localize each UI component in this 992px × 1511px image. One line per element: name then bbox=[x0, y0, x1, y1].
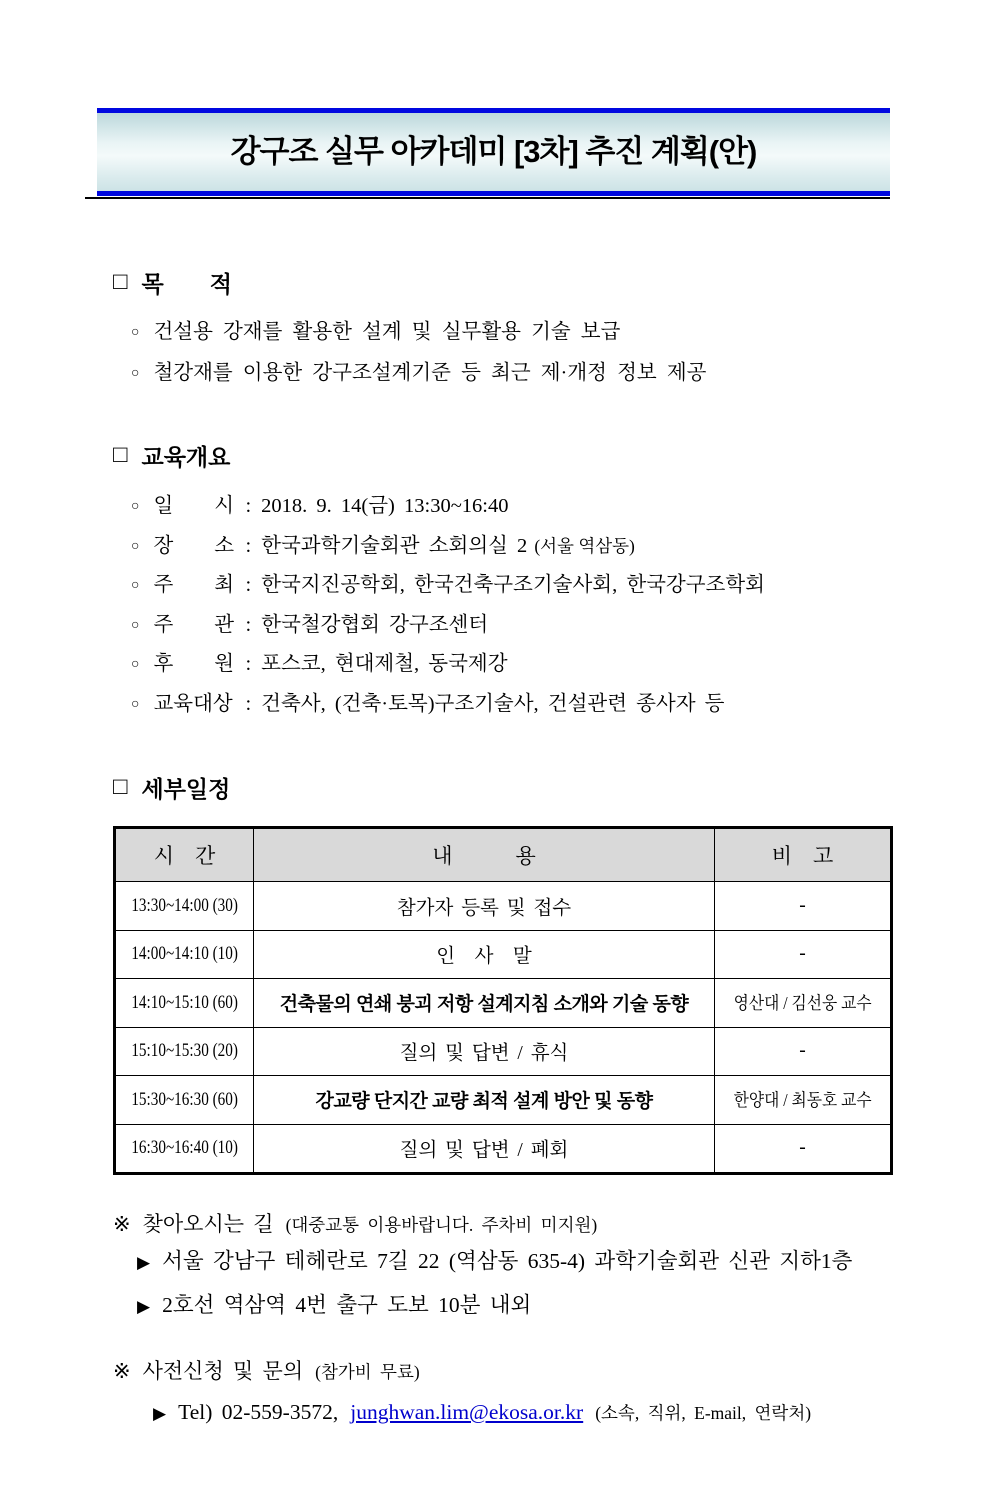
schedule-table bbox=[113, 826, 893, 1175]
overview-item bbox=[113, 567, 890, 607]
reference-mark-icon: ※ bbox=[113, 1212, 131, 1236]
square-marker-icon: □ bbox=[113, 267, 128, 295]
purpose-item bbox=[113, 313, 890, 354]
remark-cell: - bbox=[715, 930, 892, 979]
content-cell: 인 사 말 bbox=[254, 930, 715, 979]
content-cell: 건축물의 연쇄 붕괴 저항 설계지침 소개와 기술 동향 bbox=[254, 979, 715, 1028]
colon-separator: : bbox=[245, 495, 252, 517]
registration-heading bbox=[113, 1356, 890, 1387]
purpose-item-text: 철강재를 이용한 강구조설계기준 등 최근 제·개정 정보 제공 bbox=[153, 362, 707, 384]
circle-bullet-icon: ○ bbox=[131, 696, 140, 712]
colon-separator: : bbox=[245, 692, 252, 715]
schedule-row bbox=[115, 1076, 892, 1125]
colon-separator: : bbox=[245, 613, 252, 636]
directions-item bbox=[113, 1284, 890, 1328]
directions-title: 찾아오시는 길 bbox=[142, 1212, 274, 1236]
time-cell: 15:10~15:30 (20) bbox=[115, 1027, 254, 1076]
contact-line bbox=[113, 1391, 890, 1435]
registration-section bbox=[113, 1356, 890, 1435]
remark-cell: - bbox=[715, 882, 892, 931]
circle-bullet-icon: ○ bbox=[131, 578, 140, 593]
reference-mark-icon: ※ bbox=[113, 1359, 131, 1383]
document-page bbox=[0, 108, 992, 1511]
title-banner bbox=[97, 108, 890, 196]
purpose-heading-label: 목 적 bbox=[141, 271, 232, 297]
overview-value: 건축사, (건축·토목)구조기술사, 건설관련 종사자 등 bbox=[261, 692, 725, 715]
overview-value: 포스코, 현대제철, 동국제강 bbox=[261, 653, 508, 675]
overview-value: 한국철강협회 강구조센터 bbox=[261, 613, 489, 636]
colon-separator: : bbox=[245, 653, 252, 675]
schedule-row bbox=[115, 1027, 892, 1076]
purpose-list bbox=[113, 313, 890, 395]
time-cell: 16:30~16:40 (10) bbox=[115, 1124, 254, 1174]
schedule-row bbox=[115, 930, 892, 979]
overview-list bbox=[113, 488, 890, 725]
tel-label: Tel) 02-559-3572, bbox=[178, 1400, 339, 1424]
email-link[interactable]: junghwan.lim@ekosa.or.kr bbox=[350, 1400, 584, 1424]
col-header-time: 시 간 bbox=[115, 828, 254, 882]
overview-label: 일 시 bbox=[153, 495, 235, 517]
col-header-remark: 비 고 bbox=[715, 828, 892, 882]
directions-item-text: 2호선 역삼역 4번 출구 도보 10분 내외 bbox=[162, 1293, 532, 1317]
schedule-row bbox=[115, 882, 892, 931]
registration-title: 사전신청 및 문의 bbox=[142, 1359, 304, 1383]
email-note: (소속, 직위, E-mail, 연락처) bbox=[595, 1403, 812, 1423]
circle-bullet-icon: ○ bbox=[131, 538, 140, 554]
overview-item bbox=[113, 607, 890, 647]
colon-separator: : bbox=[245, 574, 252, 596]
directions-heading bbox=[113, 1209, 890, 1240]
directions-note: (대중교통 이용바랍니다. 주차비 미지원) bbox=[285, 1215, 598, 1235]
circle-bullet-icon: ○ bbox=[131, 499, 140, 514]
overview-label: 교육대상 bbox=[153, 692, 233, 715]
overview-value: 2018. 9. 14(금) 13:30~16:40 bbox=[261, 495, 509, 517]
schedule-header-row bbox=[115, 828, 892, 882]
directions-section bbox=[113, 1209, 890, 1328]
overview-label: 장 소 bbox=[153, 534, 235, 557]
time-cell: 14:10~15:10 (60) bbox=[115, 979, 254, 1028]
square-marker-icon: □ bbox=[113, 772, 128, 800]
time-cell: 15:30~16:30 (60) bbox=[115, 1076, 254, 1125]
arrow-bullet-icon: ▶ bbox=[137, 1297, 151, 1316]
colon-separator: : bbox=[245, 534, 252, 557]
purpose-item-text: 건설용 강재를 활용한 설계 및 실무활용 기술 보급 bbox=[153, 321, 621, 343]
overview-value: 한국지진공학회, 한국건축구조기술사회, 한국강구조학회 bbox=[261, 574, 765, 596]
time-cell: 13:30~14:00 (30) bbox=[115, 882, 254, 931]
overview-label: 주 최 bbox=[153, 574, 235, 596]
remark-cell: 영산대 / 김선웅 교수 bbox=[715, 979, 892, 1028]
circle-bullet-icon: ○ bbox=[131, 366, 140, 381]
overview-note: (서울 역삼동) bbox=[534, 535, 635, 556]
schedule-heading bbox=[113, 771, 890, 804]
overview-item bbox=[113, 646, 890, 686]
content-cell: 질의 및 답변 / 폐회 bbox=[254, 1124, 715, 1174]
content-cell: 질의 및 답변 / 휴식 bbox=[254, 1027, 715, 1076]
circle-bullet-icon: ○ bbox=[131, 617, 140, 633]
schedule-row bbox=[115, 979, 892, 1028]
purpose-heading bbox=[113, 266, 890, 299]
overview-heading bbox=[113, 439, 890, 472]
arrow-bullet-icon: ▶ bbox=[153, 1404, 167, 1423]
directions-item-text: 서울 강남구 테헤란로 7길 22 (역삼동 635-4) 과학기술회관 신관 지하1층 bbox=[162, 1249, 853, 1273]
square-marker-icon: □ bbox=[113, 440, 128, 468]
circle-bullet-icon: ○ bbox=[131, 325, 140, 340]
purpose-item bbox=[113, 354, 890, 395]
overview-item bbox=[113, 686, 890, 726]
remark-cell: - bbox=[715, 1124, 892, 1174]
arrow-bullet-icon: ▶ bbox=[137, 1253, 151, 1272]
remark-cell: 한양대 / 최동호 교수 bbox=[715, 1076, 892, 1125]
registration-note: (참가비 무료) bbox=[315, 1362, 420, 1382]
overview-label: 후 원 bbox=[153, 653, 235, 675]
circle-bullet-icon: ○ bbox=[131, 657, 140, 672]
overview-value: 한국과학기술회관 소회의실 2 bbox=[261, 534, 528, 557]
overview-item bbox=[113, 528, 890, 568]
content-cell: 참가자 등록 및 접수 bbox=[254, 882, 715, 931]
time-cell: 14:00~14:10 (10) bbox=[115, 930, 254, 979]
col-header-content: 내 용 bbox=[254, 828, 715, 882]
overview-item bbox=[113, 488, 890, 528]
directions-item bbox=[113, 1240, 890, 1284]
overview-label: 주 관 bbox=[153, 613, 235, 636]
remark-cell: - bbox=[715, 1027, 892, 1076]
overview-heading-label: 교육개요 bbox=[141, 444, 231, 470]
schedule-heading-label: 세부일정 bbox=[141, 776, 231, 802]
schedule-row bbox=[115, 1124, 892, 1174]
page-title: 강구조 실무 아카데미 [3차] 추진 계획(안) bbox=[230, 134, 757, 169]
content-cell: 강교량 단지간 교량 최적 설계 방안 및 동향 bbox=[254, 1076, 715, 1125]
